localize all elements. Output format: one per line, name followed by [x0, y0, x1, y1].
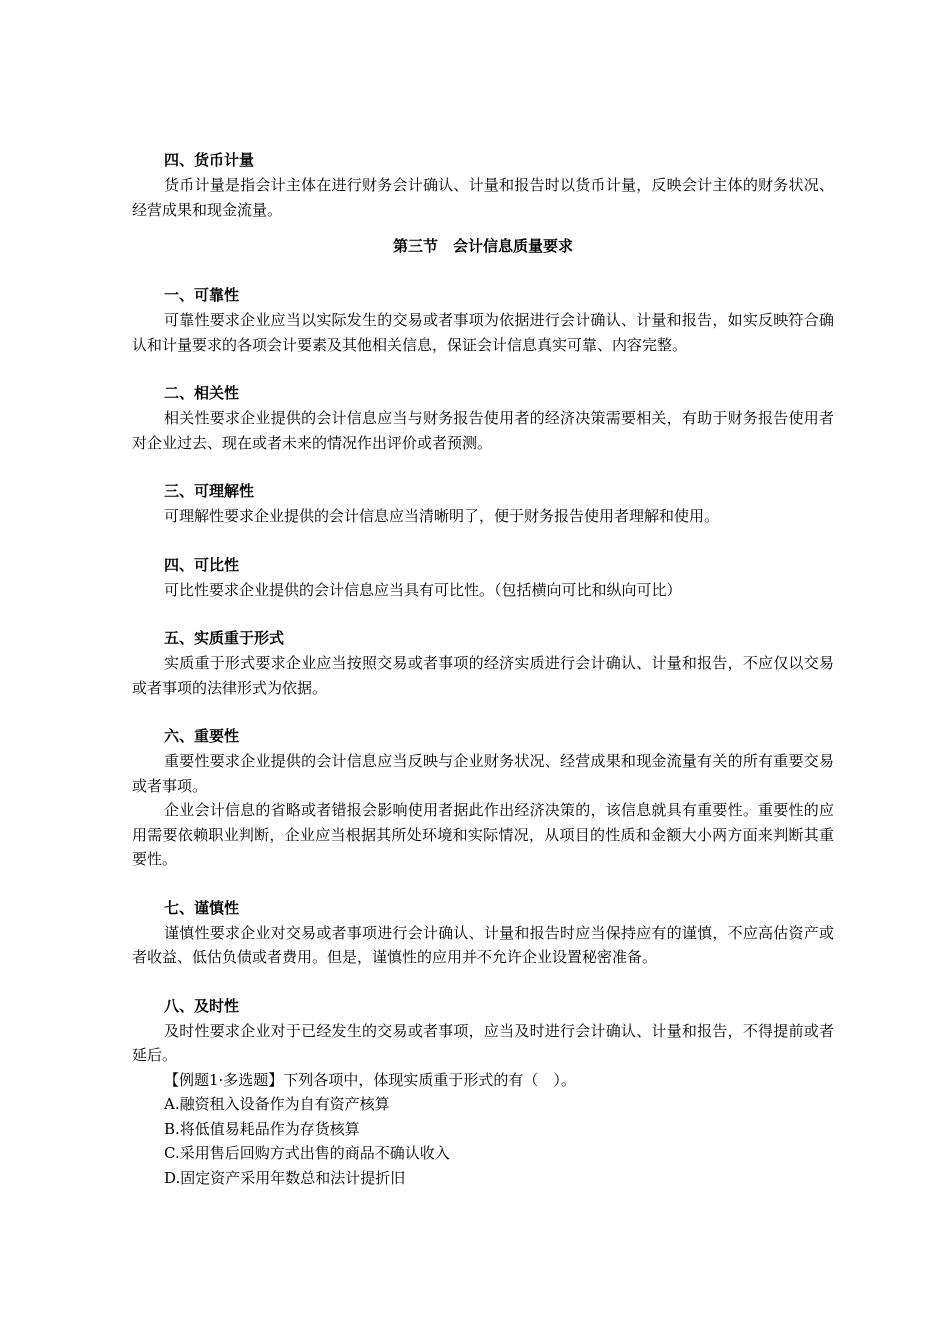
document-page — [132, 148, 834, 1190]
paragraph-materiality-2: 企业会计信息的省略或者错报会影响使用者据此作出经济决策的，该信息就具有重要性。重要性的应用需要依赖职业判断，企业应当根据其所处环境和实际情况，从项目的性质和金额大小两方面来判断其重要性。 — [132, 801, 834, 868]
section-heading-comparability: 四、可比性 — [164, 555, 240, 574]
section-heading-money: 四、货币计量 — [164, 151, 255, 169]
option-d: D.固定资产采用年数总和法计提折旧 — [164, 1168, 406, 1187]
paragraph-materiality-1: 重要性要求企业提供的会计信息应当反映与企业财务状况、经营成果和现金流量有关的所有重要交易或者事项。 — [132, 752, 834, 795]
section-heading-timeliness: 八、及时性 — [164, 996, 240, 1015]
section-heading-substance: 五、实质重于形式 — [164, 629, 285, 647]
option-a: A.融资租入设备作为自有资产核算 — [164, 1095, 390, 1113]
section-heading-reliability: 一、可靠性 — [164, 286, 240, 304]
paragraph-prudence: 谨慎性要求企业对交易或者事项进行会计确认、计量和报告时应当保持应有的谨慎，不应高估资产或者收益、低估负债或者费用。但是，谨慎性的应用并不允许企业设置秘密准备。 — [132, 923, 834, 966]
paragraph-substance: 实质重于形式要求企业应当按照交易或者事项的经济实质进行会计确认、计量和报告，不应仅以交易或者事项的法律形式为依据。 — [132, 654, 834, 697]
paragraph-comparability: 可比性要求企业提供的会计信息应当具有可比性。（包括横向可比和纵向可比） — [164, 580, 682, 599]
paragraph-relevance: 相关性要求企业提供的会计信息应当与财务报告使用者的经济决策需要相关，有助于财务报告使用者对企业过去、现在或者未来的情况作出评价或者预测。 — [132, 409, 834, 452]
paragraph-reliability: 可靠性要求企业应当以实际发生的交易或者事项为依据进行会计确认、计量和报告，如实反映符合确认和计量要求的各项会计要素及其他相关信息，保证会计信息真实可靠、内容完整。 — [132, 311, 834, 354]
paragraph-timeliness: 及时性要求企业对于已经发生的交易或者事项，应当及时进行会计确认、计量和报告，不得提前或者延后。 — [132, 1021, 834, 1064]
section-heading-relevance: 二、相关性 — [164, 384, 240, 402]
example-question: 【例题1·多选题】下列各项中，体现实质重于形式的有（ ）。 — [164, 1070, 576, 1089]
section-heading-materiality: 六、重要性 — [164, 727, 240, 745]
option-b: B.将低值易耗品作为存货核算 — [164, 1119, 360, 1138]
chapter-title: 第三节 会计信息质量要求 — [392, 237, 573, 255]
section-heading-prudence: 七、谨慎性 — [164, 898, 240, 917]
paragraph-understandability: 可理解性要求企业提供的会计信息应当清晰明了，便于财务报告使用者理解和使用。 — [164, 507, 720, 525]
section-heading-understandability: 三、可理解性 — [164, 482, 255, 500]
option-c: C.采用售后回购方式出售的商品不确认收入 — [164, 1144, 450, 1162]
paragraph-money: 货币计量是指会计主体在进行财务会计确认、计量和报告时以货币计量，反映会计主体的财务状况、经营成果和现金流量。 — [132, 176, 834, 219]
